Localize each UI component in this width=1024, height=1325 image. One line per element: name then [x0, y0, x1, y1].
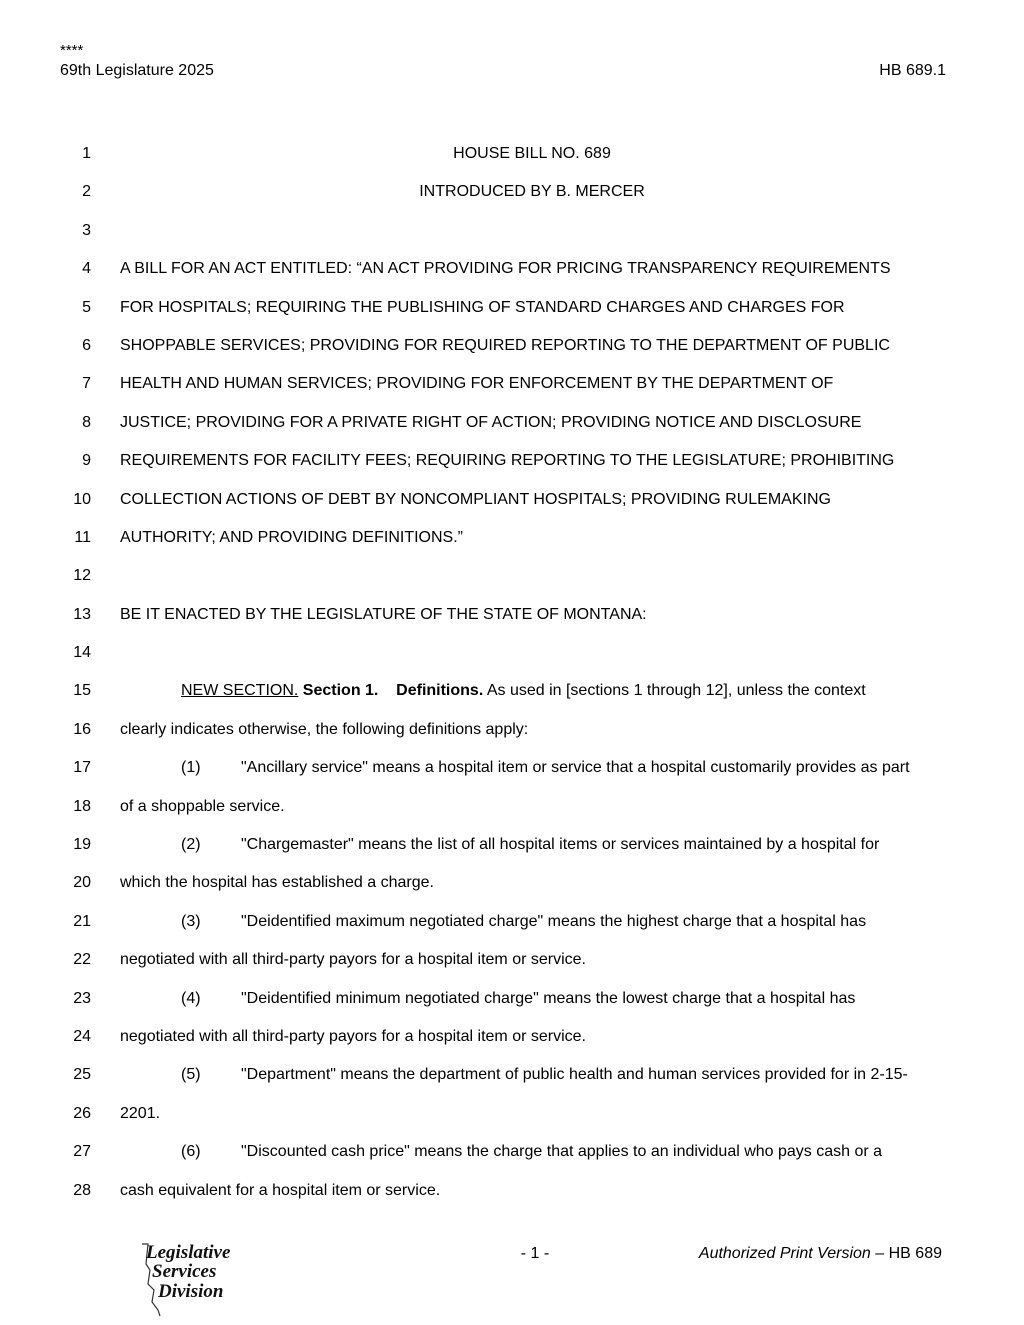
line-number: 6 [82, 336, 91, 354]
line-text: "Deidentified maximum negotiated charge" means the highest charge that a hospital has [241, 912, 867, 930]
line-2 [0, 173, 1024, 211]
line-number: 17 [73, 759, 91, 777]
line-number: 27 [73, 1143, 91, 1161]
line-21 [0, 903, 1024, 941]
line-number: 2 [82, 183, 91, 201]
line-19 [0, 826, 1024, 864]
line-22 [0, 941, 1024, 979]
line-number: 12 [73, 567, 91, 585]
line-4 [0, 250, 1024, 288]
line-number: 21 [73, 912, 91, 930]
enumerator: (5) [181, 1066, 201, 1084]
header-stars: **** [60, 42, 84, 59]
line-8 [0, 404, 1024, 442]
line-9 [0, 442, 1024, 480]
line-text: SHOPPABLE SERVICES; PROVIDING FOR REQUIRED REPORTING TO THE DEPARTMENT OF PUBLIC [120, 336, 890, 354]
line-text: which the hospital has established a charge. [120, 874, 434, 892]
line-text: HEALTH AND HUMAN SERVICES; PROVIDING FOR ENFORCEMENT BY THE DEPARTMENT OF [120, 375, 834, 393]
line-number: 28 [73, 1181, 91, 1199]
line-16 [0, 711, 1024, 749]
bill-title: HOUSE BILL NO. 689 [453, 145, 611, 162]
line-18 [0, 788, 1024, 826]
new-section-label: NEW SECTION. [181, 682, 299, 700]
line-number: 4 [82, 260, 91, 278]
logo-line-3: Division [158, 1281, 224, 1302]
line-28 [0, 1172, 1024, 1210]
line-10 [0, 481, 1024, 519]
enacting-clause: BE IT ENACTED BY THE LEGISLATURE OF THE STATE OF MONTANA: [120, 605, 647, 623]
line-number: 18 [73, 797, 91, 815]
line-text: clearly indicates otherwise, the following definitions apply: [120, 720, 529, 738]
line-number: 11 [74, 528, 91, 546]
line-17 [0, 749, 1024, 787]
line-1 [0, 135, 1024, 173]
header-row [60, 60, 946, 82]
legislative-services-logo [134, 1240, 254, 1318]
line-text: 2201. [120, 1104, 161, 1122]
line-text: "Deidentified minimum negotiated charge" means the lowest charge that a hospital has [241, 989, 856, 1007]
line-7 [0, 365, 1024, 403]
line-24 [0, 1018, 1024, 1056]
logo-line-2: Services [152, 1261, 217, 1282]
section-text: As used in [sections 1 through 12], unless the context [486, 682, 866, 700]
line-number: 15 [73, 682, 91, 700]
line-number: 20 [73, 874, 91, 892]
line-25 [0, 1056, 1024, 1094]
line-number: 24 [73, 1027, 91, 1045]
line-text: "Chargemaster" means the list of all hospital items or services maintained by a hospital for [241, 836, 880, 854]
line-26 [0, 1095, 1024, 1133]
line-14 [0, 634, 1024, 672]
line-6 [0, 327, 1024, 365]
page-footer [0, 1240, 1024, 1320]
line-text: A BILL FOR AN ACT ENTITLED: “AN ACT PROVIDING FOR PRICING TRANSPARENCY REQUIREMENTS [120, 260, 891, 278]
line-20 [0, 864, 1024, 902]
line-text: "Ancillary service" means a hospital item or service that a hospital customarily provides as part [241, 759, 910, 777]
line-number: 7 [82, 375, 91, 393]
line-text: negotiated with all third-party payors for a hospital item or service. [120, 1027, 586, 1045]
line-number: 14 [73, 644, 91, 662]
line-number: 8 [82, 413, 91, 431]
line-5 [0, 289, 1024, 327]
legislature-label: 69th Legislature 2025 [60, 62, 214, 79]
bill-id: HB 689.1 [879, 62, 946, 79]
page-header [60, 42, 946, 82]
line-number: 3 [82, 221, 91, 239]
line-number: 26 [73, 1104, 91, 1122]
line-3 [0, 212, 1024, 250]
print-version-label: Authorized Print Version [698, 1245, 871, 1262]
line-13 [0, 596, 1024, 634]
line-number: 25 [73, 1066, 91, 1084]
line-text: "Discounted cash price" means the charge that applies to an individual who pays cash or a [241, 1143, 883, 1161]
line-text: AUTHORITY; AND PROVIDING DEFINITIONS.” [120, 528, 463, 546]
line-number: 1 [82, 145, 91, 162]
section-heading: Definitions. [396, 682, 484, 700]
line-number: 5 [82, 298, 91, 316]
line-11 [0, 519, 1024, 557]
line-text: negotiated with all third-party payors for a hospital item or service. [120, 951, 586, 969]
bill-text [0, 135, 1024, 1210]
line-number: 13 [73, 605, 91, 623]
line-27 [0, 1133, 1024, 1171]
line-text: JUSTICE; PROVIDING FOR A PRIVATE RIGHT OF ACTION; PROVIDING NOTICE AND DISCLOSURE [120, 413, 862, 431]
print-version-bill: – HB 689 [875, 1245, 942, 1262]
line-number: 10 [73, 490, 91, 508]
section-heading-line [181, 682, 866, 700]
logo-line-1: Legislative [146, 1242, 231, 1263]
line-number: 23 [73, 989, 91, 1007]
line-number: 9 [82, 452, 91, 470]
line-text: COLLECTION ACTIONS OF DEBT BY NONCOMPLIANT HOSPITALS; PROVIDING RULEMAKING [120, 490, 831, 508]
enumerator: (2) [181, 836, 201, 854]
line-text: FOR HOSPITALS; REQUIRING THE PUBLISHING OF STANDARD CHARGES AND CHARGES FOR [120, 298, 845, 316]
line-number: 22 [73, 951, 91, 969]
enumerator: (4) [181, 989, 201, 1007]
line-text: REQUIREMENTS FOR FACILITY FEES; REQUIRING REPORTING TO THE LEGISLATURE; PROHIBITING [120, 452, 895, 470]
line-text: cash equivalent for a hospital item or service. [120, 1181, 441, 1199]
line-23 [0, 980, 1024, 1018]
section-number: Section 1. [302, 682, 379, 700]
line-15 [0, 672, 1024, 710]
page-number: - 1 - [520, 1245, 550, 1262]
introduced-by: INTRODUCED BY B. MERCER [419, 183, 645, 201]
line-number: 19 [73, 836, 91, 854]
line-text: "Department" means the department of public health and human services provided for in 2-15- [241, 1066, 908, 1084]
line-number: 16 [73, 720, 91, 738]
enumerator: (1) [181, 759, 201, 777]
enumerator: (3) [181, 912, 201, 930]
line-12 [0, 557, 1024, 595]
print-version [699, 1245, 942, 1263]
line-text: of a shoppable service. [120, 797, 285, 815]
enumerator: (6) [181, 1143, 201, 1161]
